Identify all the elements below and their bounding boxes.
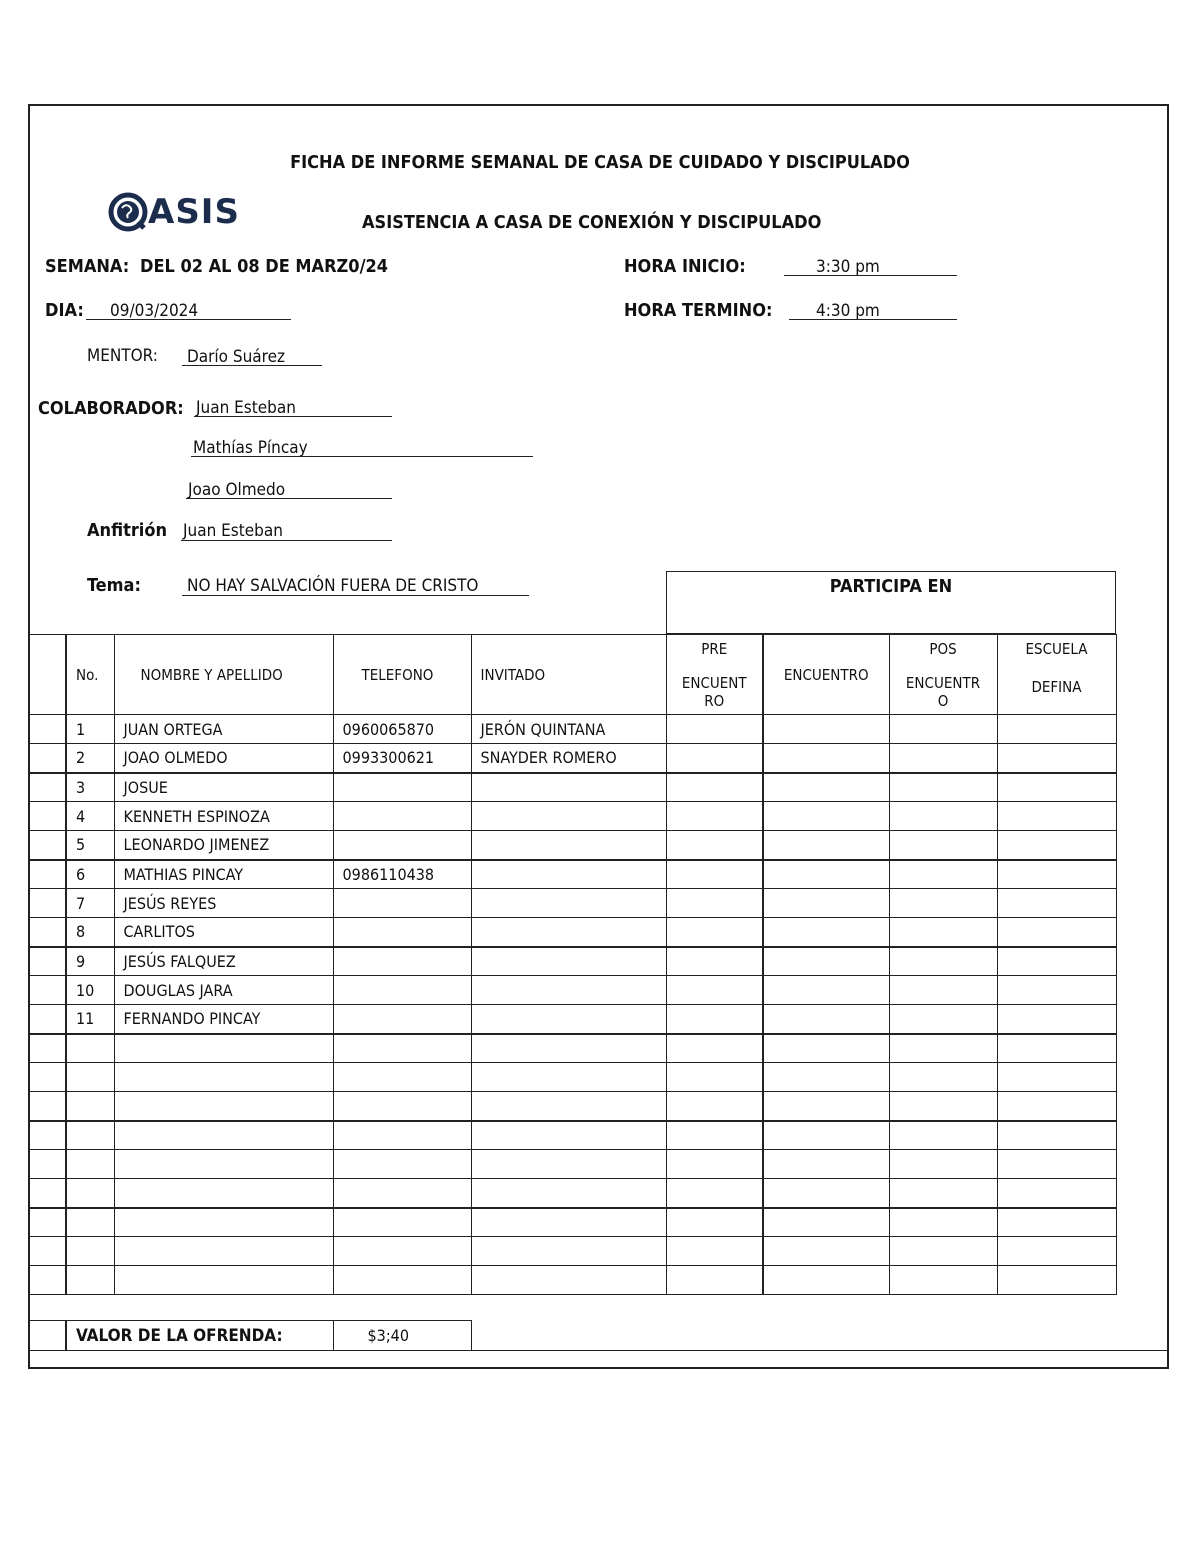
cell-encuentro (763, 1005, 889, 1034)
cell-telefono (333, 1034, 471, 1063)
cell-pos (889, 802, 997, 831)
hora-inicio-label: HORA INICIO: (624, 256, 746, 277)
cell-pos (889, 976, 997, 1005)
cell-pos (889, 1121, 997, 1150)
colaborador-2-underline (191, 456, 533, 457)
cell-pre (666, 1237, 763, 1266)
cell-escuela (997, 947, 1116, 976)
cell-no (66, 1063, 114, 1092)
cell-nombre: JOSUE (114, 773, 333, 802)
table-row (28, 947, 1116, 976)
table-row (28, 773, 1116, 802)
cell-encuentro (763, 976, 889, 1005)
hora-termino-value: 4:30 pm (816, 301, 880, 321)
cell-escuela (997, 860, 1116, 889)
cell-nombre (114, 1150, 333, 1179)
cell-telefono (333, 947, 471, 976)
cell-margin (28, 1179, 66, 1208)
cell-pos (889, 1063, 997, 1092)
globe-icon (108, 192, 148, 232)
cell-pre (666, 1179, 763, 1208)
oasis-logo (108, 190, 240, 234)
cell-no (66, 1266, 114, 1295)
header-telefono: TELEFONO (333, 635, 471, 715)
cell-telefono (333, 1208, 471, 1237)
cell-pos (889, 860, 997, 889)
tema-underline (182, 595, 529, 596)
cell-pre (666, 802, 763, 831)
bottom-rule (28, 1350, 1169, 1351)
colaborador-1-underline (194, 416, 392, 417)
cell-escuela (997, 715, 1116, 744)
cell-nombre (114, 1208, 333, 1237)
cell-escuela (997, 1266, 1116, 1295)
table-row (28, 918, 1116, 947)
cell-pos (889, 744, 997, 773)
cell-encuentro (763, 1034, 889, 1063)
cell-pos (889, 1150, 997, 1179)
ofrenda-margin-cell (28, 1321, 66, 1351)
cell-telefono: 0986110438 (333, 860, 471, 889)
header-pos-bottom: ENCUENTR O (905, 673, 981, 710)
cell-invitado (471, 1121, 666, 1150)
cell-invitado (471, 802, 666, 831)
cell-invitado (471, 1063, 666, 1092)
table-row (28, 831, 1116, 860)
cell-telefono (333, 802, 471, 831)
cell-pos (889, 1266, 997, 1295)
header-encuentro: ENCUENTRO (763, 635, 889, 715)
cell-invitado (471, 1266, 666, 1295)
cell-pre (666, 744, 763, 773)
cell-pos (889, 1179, 997, 1208)
cell-pre (666, 860, 763, 889)
cell-pre (666, 1121, 763, 1150)
cell-margin (28, 889, 66, 918)
cell-encuentro (763, 1237, 889, 1266)
ofrenda-label: VALOR DE LA OFRENDA: (66, 1321, 333, 1351)
cell-pre (666, 715, 763, 744)
table-row (28, 1063, 1116, 1092)
cell-invitado (471, 860, 666, 889)
cell-invitado (471, 1092, 666, 1121)
cell-invitado (471, 831, 666, 860)
cell-nombre (114, 1121, 333, 1150)
hora-termino-underline (789, 319, 957, 320)
cell-invitado (471, 773, 666, 802)
dia-label: DIA: (45, 300, 84, 321)
cell-invitado (471, 1034, 666, 1063)
table-row (28, 1266, 1116, 1295)
cell-escuela (997, 1063, 1116, 1092)
cell-escuela (997, 1237, 1116, 1266)
cell-no: 9 (66, 947, 114, 976)
cell-encuentro (763, 1063, 889, 1092)
cell-pre (666, 1034, 763, 1063)
cell-encuentro (763, 918, 889, 947)
cell-pre (666, 918, 763, 947)
cell-encuentro (763, 831, 889, 860)
form-title: FICHA DE INFORME SEMANAL DE CASA DE CUIDADO Y DISCIPULADO (290, 152, 910, 173)
cell-nombre: DOUGLAS JARA (114, 976, 333, 1005)
cell-margin (28, 744, 66, 773)
semana-label: SEMANA: (45, 256, 130, 277)
cell-no (66, 1237, 114, 1266)
table-row (28, 1005, 1116, 1034)
cell-pre (666, 1150, 763, 1179)
table-row (28, 1034, 1116, 1063)
cell-encuentro (763, 773, 889, 802)
table-row (28, 802, 1116, 831)
cell-pos (889, 1092, 997, 1121)
cell-telefono: 0993300621 (333, 744, 471, 773)
tema-value: NO HAY SALVACIÓN FUERA DE CRISTO (187, 576, 479, 596)
cell-no: 4 (66, 802, 114, 831)
dia-underline (86, 319, 291, 320)
cell-telefono (333, 1005, 471, 1034)
anfitrion-underline (181, 540, 392, 541)
header-escuela-top: ESCUELA (1025, 639, 1088, 658)
cell-invitado (471, 1150, 666, 1179)
cell-margin (28, 1063, 66, 1092)
dia-value: 09/03/2024 (110, 301, 199, 321)
cell-pos (889, 1237, 997, 1266)
cell-telefono (333, 918, 471, 947)
table-row (28, 976, 1116, 1005)
cell-margin (28, 1092, 66, 1121)
cell-telefono (333, 1179, 471, 1208)
cell-invitado: JERÓN QUINTANA (471, 715, 666, 744)
cell-pos (889, 1005, 997, 1034)
cell-no: 8 (66, 918, 114, 947)
cell-no: 5 (66, 831, 114, 860)
table-row (28, 860, 1116, 889)
cell-margin (28, 947, 66, 976)
cell-encuentro (763, 860, 889, 889)
cell-nombre: LEONARDO JIMENEZ (114, 831, 333, 860)
cell-pre (666, 889, 763, 918)
mentor-label: MENTOR: (87, 346, 158, 366)
cell-escuela (997, 1208, 1116, 1237)
cell-pos (889, 947, 997, 976)
logo-text: ASIS (148, 192, 240, 232)
cell-encuentro (763, 1092, 889, 1121)
cell-no: 3 (66, 773, 114, 802)
cell-telefono (333, 831, 471, 860)
cell-escuela (997, 1034, 1116, 1063)
form-subtitle: ASISTENCIA A CASA DE CONEXIÓN Y DISCIPULADO (362, 212, 822, 233)
cell-nombre (114, 1179, 333, 1208)
colaborador-3-underline (186, 498, 392, 499)
cell-nombre: KENNETH ESPINOZA (114, 802, 333, 831)
cell-pre (666, 1005, 763, 1034)
table-row (28, 1179, 1116, 1208)
hora-inicio-underline (784, 275, 957, 276)
table-header-row (28, 635, 1116, 715)
cell-margin (28, 1121, 66, 1150)
cell-invitado (471, 918, 666, 947)
cell-pre (666, 947, 763, 976)
header-escuela (997, 635, 1116, 715)
mentor-value: Darío Suárez (187, 347, 286, 367)
attendance-table (28, 634, 1117, 1295)
cell-margin (28, 773, 66, 802)
cell-invitado (471, 889, 666, 918)
cell-encuentro (763, 889, 889, 918)
cell-telefono (333, 1150, 471, 1179)
cell-invitado (471, 1208, 666, 1237)
colaborador-1: Juan Esteban (196, 398, 296, 418)
header-no: No. (66, 635, 114, 715)
mentor-underline (182, 365, 322, 366)
table-row (28, 744, 1116, 773)
participa-en-header: PARTICIPA EN (666, 571, 1116, 634)
cell-encuentro (763, 1121, 889, 1150)
cell-nombre: CARLITOS (114, 918, 333, 947)
cell-margin (28, 831, 66, 860)
cell-pos (889, 1034, 997, 1063)
cell-margin (28, 1005, 66, 1034)
cell-pre (666, 976, 763, 1005)
cell-margin (28, 860, 66, 889)
cell-escuela (997, 802, 1116, 831)
colaborador-3: Joao Olmedo (188, 480, 286, 500)
header-invitado: INVITADO (471, 635, 666, 715)
cell-pos (889, 773, 997, 802)
cell-pre (666, 773, 763, 802)
cell-no (66, 1208, 114, 1237)
cell-encuentro (763, 1208, 889, 1237)
table-row (28, 1150, 1116, 1179)
header-pre-top: PRE (701, 639, 728, 658)
cell-no: 7 (66, 889, 114, 918)
cell-escuela (997, 1005, 1116, 1034)
cell-nombre: JOAO OLMEDO (114, 744, 333, 773)
header-margin-cell (28, 635, 66, 715)
cell-encuentro (763, 744, 889, 773)
header-nombre: NOMBRE Y APELLIDO (114, 635, 333, 715)
table-row (28, 1121, 1116, 1150)
cell-escuela (997, 1150, 1116, 1179)
cell-margin (28, 918, 66, 947)
table-row (28, 1237, 1116, 1266)
cell-telefono: 0960065870 (333, 715, 471, 744)
cell-encuentro (763, 1179, 889, 1208)
cell-invitado: SNAYDER ROMERO (471, 744, 666, 773)
anfitrion-value: Juan Esteban (183, 521, 283, 541)
cell-telefono (333, 889, 471, 918)
cell-margin (28, 802, 66, 831)
cell-invitado (471, 1237, 666, 1266)
cell-pos (889, 831, 997, 860)
cell-telefono (333, 1266, 471, 1295)
cell-pre (666, 1092, 763, 1121)
cell-margin (28, 1208, 66, 1237)
header-pre-encuentro (666, 635, 763, 715)
cell-escuela (997, 1179, 1116, 1208)
cell-invitado (471, 1179, 666, 1208)
table-row (28, 1092, 1116, 1121)
cell-pos (889, 889, 997, 918)
cell-no: 11 (66, 1005, 114, 1034)
table-row (28, 1208, 1116, 1237)
cell-nombre: JUAN ORTEGA (114, 715, 333, 744)
cell-escuela (997, 773, 1116, 802)
colaborador-2: Mathías Píncay (193, 438, 308, 458)
cell-no (66, 1179, 114, 1208)
cell-encuentro (763, 802, 889, 831)
cell-nombre (114, 1063, 333, 1092)
cell-encuentro (763, 1266, 889, 1295)
semana-value: DEL 02 AL 08 DE MARZ0/24 (140, 256, 389, 277)
cell-encuentro (763, 947, 889, 976)
header-escuela-bottom: DEFINA (1031, 677, 1082, 696)
cell-no (66, 1121, 114, 1150)
cell-pre (666, 831, 763, 860)
cell-pre (666, 1266, 763, 1295)
cell-encuentro (763, 715, 889, 744)
cell-margin (28, 976, 66, 1005)
header-pre-bottom: ENCUENT RO (681, 673, 747, 710)
cell-margin (28, 1266, 66, 1295)
cell-no (66, 1092, 114, 1121)
cell-nombre: JESÚS REYES (114, 889, 333, 918)
tema-label: Tema: (87, 575, 141, 596)
cell-escuela (997, 1121, 1116, 1150)
cell-margin (28, 1150, 66, 1179)
cell-invitado (471, 1005, 666, 1034)
cell-no: 10 (66, 976, 114, 1005)
cell-telefono (333, 1063, 471, 1092)
cell-no: 6 (66, 860, 114, 889)
cell-margin (28, 1237, 66, 1266)
cell-encuentro (763, 1150, 889, 1179)
cell-margin (28, 1034, 66, 1063)
cell-escuela (997, 889, 1116, 918)
colaborador-label: COLABORADOR: (38, 398, 184, 419)
cell-pos (889, 1208, 997, 1237)
cell-escuela (997, 976, 1116, 1005)
cell-nombre (114, 1034, 333, 1063)
cell-no (66, 1034, 114, 1063)
anfitrion-label: Anfitrión (87, 520, 168, 541)
cell-telefono (333, 976, 471, 1005)
cell-telefono (333, 1092, 471, 1121)
cell-invitado (471, 947, 666, 976)
cell-telefono (333, 773, 471, 802)
cell-invitado (471, 976, 666, 1005)
table-row (28, 889, 1116, 918)
cell-no: 1 (66, 715, 114, 744)
cell-nombre (114, 1266, 333, 1295)
header-pos-encuentro (889, 635, 997, 715)
header-pos-top: POS (929, 639, 957, 658)
hora-inicio-value: 3:30 pm (816, 257, 880, 277)
cell-no: 2 (66, 744, 114, 773)
cell-nombre: FERNANDO PINCAY (114, 1005, 333, 1034)
cell-pre (666, 1063, 763, 1092)
cell-no (66, 1150, 114, 1179)
table-row (28, 715, 1116, 744)
cell-escuela (997, 831, 1116, 860)
ofrenda-value: $3;40 (333, 1321, 471, 1351)
cell-nombre: JESÚS FALQUEZ (114, 947, 333, 976)
cell-escuela (997, 1092, 1116, 1121)
cell-escuela (997, 918, 1116, 947)
hora-termino-label: HORA TERMINO: (624, 300, 773, 321)
cell-nombre (114, 1237, 333, 1266)
cell-pos (889, 715, 997, 744)
cell-pre (666, 1208, 763, 1237)
cell-nombre: MATHIAS PINCAY (114, 860, 333, 889)
ofrenda-row (28, 1320, 472, 1351)
cell-margin (28, 715, 66, 744)
cell-telefono (333, 1237, 471, 1266)
cell-escuela (997, 744, 1116, 773)
cell-nombre (114, 1092, 333, 1121)
cell-pos (889, 918, 997, 947)
cell-telefono (333, 1121, 471, 1150)
